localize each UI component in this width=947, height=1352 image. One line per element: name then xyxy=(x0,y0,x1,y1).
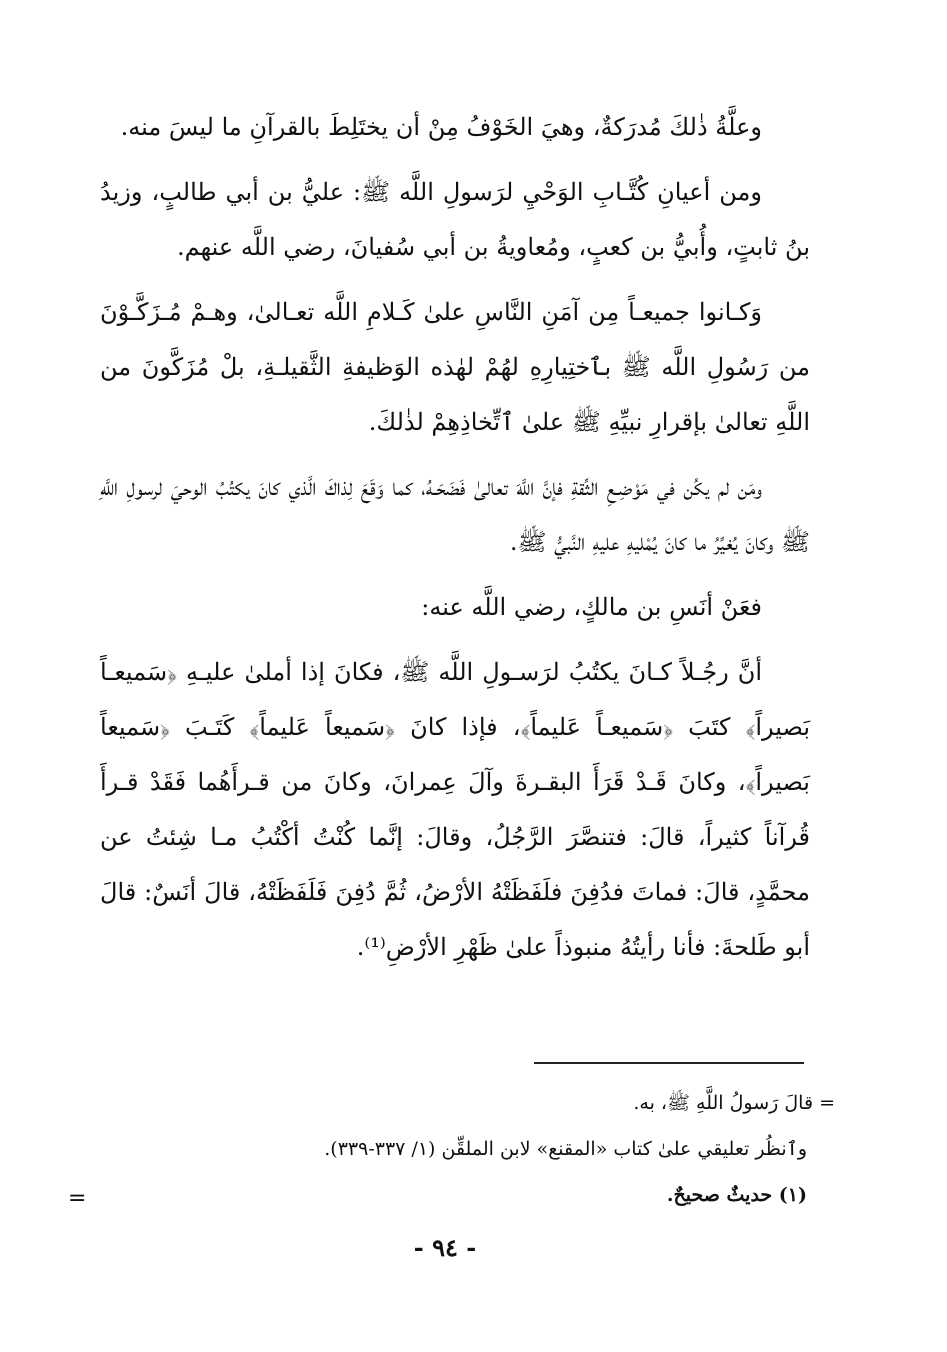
page-number: - ٩٤ - xyxy=(413,1233,477,1262)
paragraph: ومن أعيانِ كُتَّـابِ الوَحْيِ لرَسولِ اللَّه ﷺ: عليُّ بن أبي طالبٍ، وزيدُ بنُ ثابتٍ، وأُبيُّ بن كعبٍ، ومُعاويةُ بن أبي سُفيانَ، رضي اللَّه عنهم. xyxy=(100,178,810,261)
paragraph: وَكـانوا جميعـاً مِن آمَنِ النَّاسِ علىٰ كَـلامِ اللَّه تعـالىٰ، وهـمْ مُـزَكَّـوْنَ من رَسُولِ اللَّه ﷺ بٱختِيارِهِ لهُمْ لهٰذه الوَظيفةِ الثَّقيلـةِ، بلْ مُزَكَّونَ من اللَّهِ تعالىٰ بإقرارِ نبيِّهِ ﷺ علىٰ ٱتِّخاذِهِمْ لذٰلكَ. xyxy=(100,298,811,436)
continuation-mark: = xyxy=(68,1186,87,1211)
paragraph: فعَنْ أنَسِ بن مالكٍ، رضي اللَّه عنه: xyxy=(421,593,762,621)
hadith-paragraph: أنَّ رجُـلاً كـانَ يكتُبُ لرَسـولِ اللَّه ﷺ، فكانَ إذا أملىٰ عليـهِ ﴿سَميعـاً بَصيراً﴾ كتَبَ ﴿سَميعـاً عَليماً﴾، فإذا كانَ ﴿سَميعاً عَليماً﴾ كَتَـبَ ﴿سَميعاً بَصيراً﴾، وكانَ قَـدْ قَرَأَ البقـرةَ وآلَ عِمرانَ، وكانَ من قـرأَهُما فَقَدْ قـرأَ قُرآناً كثيراً، قالَ: فتنصَّرَ الرَّجُلُ، وقالَ: إنَّما كُنْتُ أكْتُبُ مـا شِئتُ عن محمَّدٍ، قالَ: فماتَ فدُفِنَ فلَفَظَتْهُ الأرْضُ، ثُمَّ دُفِنَ فَلَفَظَتْهُ، قالَ أنَسٌ: قالَ أبو طَلحةَ: فأنا رأيتُهُ منبوذاً علىٰ ظَهْرِ الأرْضِ⁽¹⁾. xyxy=(100,658,811,961)
paragraph: ومَن لم يكُن في مَوْضِـعِ الثِّقةِ فإنَّ اللَّهَ تعالىٰ فَضَحَـهُ، كما وَقَعَ لِذاكَ الَّذي كانَ يكتُبُ الوحيَ لرسولِ اللَّهِ ﷺ وكانَ يُغيِّرُ ما كانَ يُمْليهِ عليهِ النَّبيُّ ﷺ. xyxy=(100,473,810,556)
footnote-1: (١) حديثٌ صحيحٌ. xyxy=(666,1184,807,1206)
footnote-continuation: = قالَ رَسولُ اللَّهِ ﷺ، به. xyxy=(633,1092,835,1114)
footnotes xyxy=(100,1080,835,1218)
paragraph: وعلَّةُ ذٰلكَ مُدرَكةٌ، وهيَ الخَوْفُ مِنْ أن يختَلِطَ بالقرآنِ ما ليسَ منه. xyxy=(120,113,762,141)
footnote-separator xyxy=(534,1062,804,1064)
main-text xyxy=(100,100,810,985)
footnote-reference: وٱنظُر تعليقي علىٰ كتاب «المقنع» لابن الملقِّن (١/ ٣٣٧-٣٣٩). xyxy=(324,1138,807,1160)
